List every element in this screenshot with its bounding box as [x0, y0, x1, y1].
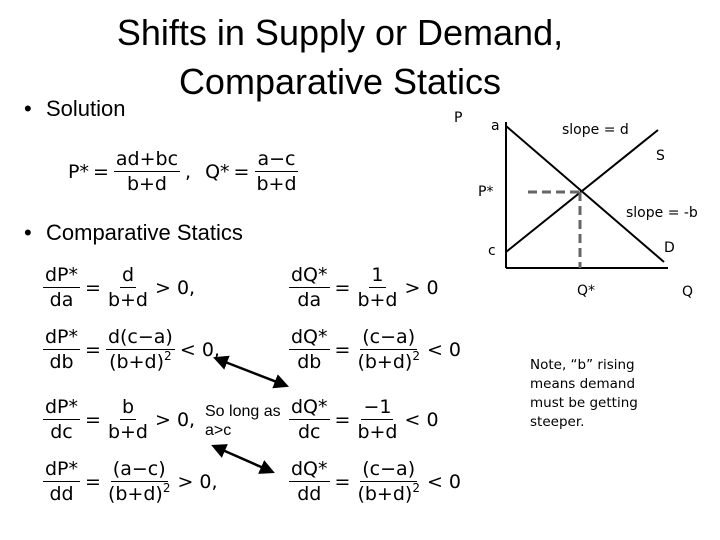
dq-da-den: da: [297, 289, 322, 311]
demand-curve-label: D: [664, 240, 675, 256]
dq-dd-num: dQ*: [291, 458, 328, 480]
dq-da-equation: $\frac{dQ*}{da}$ = $\frac{1}{b+d}$ > 0: [291, 264, 439, 311]
note-text: [530, 356, 670, 432]
demand-slope-label: slope = -b: [626, 205, 698, 221]
p-star-lhs: P*: [68, 160, 89, 183]
note-line: means demand: [530, 376, 636, 392]
dp-db-relation: < 0,: [179, 338, 220, 361]
supply-demand-graph: [506, 122, 668, 268]
dq-dc-rhs-num: −1: [363, 396, 392, 418]
equals-sign: =: [233, 160, 250, 183]
dp-db-equation: $\frac{dP*}{db}$ = $\frac{d(c-a)}{(b+d)^2}$ < 0,: [45, 326, 220, 373]
title-line-1: Shifts in Supply or Demand,: [116, 12, 564, 53]
dq-dd-rhs-num: (c−a): [362, 458, 416, 480]
supply-slope-label: slope = d: [562, 122, 629, 138]
note-line: Note, “b” rising: [530, 357, 635, 373]
dq-da-rhs-num: 1: [371, 264, 384, 286]
intercept-a-label: a: [491, 118, 500, 134]
dp-dd-rhs-den: (b+d): [107, 483, 163, 505]
dq-db-rhs-num: (c−a): [362, 326, 416, 348]
q-star-numerator: a−c: [257, 148, 296, 170]
dq-dd-den: dd: [297, 483, 322, 505]
quantity-axis-label: Q: [682, 284, 694, 300]
equals-sign: =: [92, 160, 109, 183]
dp-da-relation: > 0,: [155, 276, 196, 299]
dp-db-rhs-num: d(c−a): [107, 326, 173, 348]
dp-dc-equation: $\frac{dP*}{dc}$ = $\frac{b}{b+d}$ > 0,: [45, 396, 196, 443]
dq-dc-den: dc: [298, 421, 321, 443]
arrow-to-db-row: [220, 360, 282, 384]
dp-db-den: db: [49, 351, 74, 373]
comma: ,: [185, 160, 192, 183]
dp-da-den: da: [49, 289, 74, 311]
price-axis-label: P: [454, 110, 463, 126]
dp-dd-equation: $\frac{dP*}{dd}$ = $\frac{(a-c)}{(b+d)^2}$ > 0,: [45, 458, 218, 505]
p-star-label: P*: [478, 184, 494, 200]
bullet-comparative-statics-label: Comparative Statics: [46, 220, 243, 245]
p-star-numerator: ad+bc: [115, 148, 179, 170]
note-line: steeper.: [530, 414, 585, 430]
dq-dc-relation: < 0: [404, 408, 439, 431]
dq-da-relation: > 0: [404, 276, 439, 299]
dq-dd-exponent: 2: [412, 481, 420, 495]
supply-curve-label: S: [656, 148, 665, 164]
demand-curve: [506, 126, 664, 262]
dq-db-equation: $\frac{dQ*}{db}$ = $\frac{(c-a)}{(b+d)^2}$ < 0: [291, 326, 462, 373]
dq-dd-equation: $\frac{dQ*}{dd}$ = $\frac{(c-a)}{(b+d)^2}$ < 0: [291, 458, 462, 505]
dp-dc-num: dP*: [45, 396, 79, 418]
dp-dd-rhs-num: (a−c): [112, 458, 166, 480]
note-line: must be getting: [530, 395, 638, 411]
dp-dc-relation: > 0,: [155, 408, 196, 431]
dp-da-rhs-num: d: [121, 264, 134, 286]
dq-db-num: dQ*: [291, 326, 328, 348]
dp-dc-rhs-den: b+d: [107, 421, 148, 443]
dp-da-num: dP*: [45, 264, 79, 286]
dp-dd-den: dd: [49, 483, 74, 505]
dp-da-equation: $\frac{dP*}{da}$ = $\frac{d}{b+d}$ > 0,: [45, 264, 196, 311]
dp-db-rhs-den: (b+d): [109, 351, 165, 373]
bullet-solution-label: Solution: [46, 96, 126, 121]
dq-db-exponent: 2: [412, 349, 420, 363]
dq-dc-equation: $\frac{dQ*}{dc}$ = $\frac{-1}{b+d}$ < 0: [291, 396, 439, 443]
dq-dc-num: dQ*: [291, 396, 328, 418]
q-star-denominator: b+d: [256, 173, 297, 195]
title-line-2: Comparative Statics: [178, 61, 502, 102]
dq-db-den: db: [297, 351, 322, 373]
dq-db-relation: < 0: [426, 338, 462, 361]
dq-da-rhs-den: b+d: [357, 289, 398, 311]
dq-db-rhs-den: (b+d): [357, 351, 413, 373]
dp-da-rhs-den: b+d: [107, 289, 148, 311]
dq-dd-relation: < 0: [426, 470, 462, 493]
intercept-c-label: c: [488, 243, 496, 259]
dp-dc-rhs-num: b: [121, 396, 134, 418]
dq-dd-rhs-den: (b+d): [357, 483, 413, 505]
arrow-to-dd-row: [218, 448, 268, 470]
bullet-dot: •: [24, 220, 32, 245]
bullet-dot: •: [24, 96, 32, 121]
dq-dc-rhs-den: b+d: [357, 421, 398, 443]
condition-text: So long as a>c: [205, 403, 281, 439]
dp-dc-den: dc: [50, 421, 73, 443]
dq-da-num: dQ*: [291, 264, 328, 286]
q-star-lhs: Q*: [205, 160, 230, 183]
dp-db-num: dP*: [45, 326, 79, 348]
q-star-label: Q*: [577, 283, 596, 299]
p-star-denominator: b+d: [126, 173, 167, 195]
dp-dd-relation: > 0,: [177, 470, 218, 493]
dp-dd-exponent: 2: [162, 481, 171, 495]
dp-db-exponent: 2: [164, 349, 172, 363]
dp-dd-num: dP*: [45, 458, 79, 480]
